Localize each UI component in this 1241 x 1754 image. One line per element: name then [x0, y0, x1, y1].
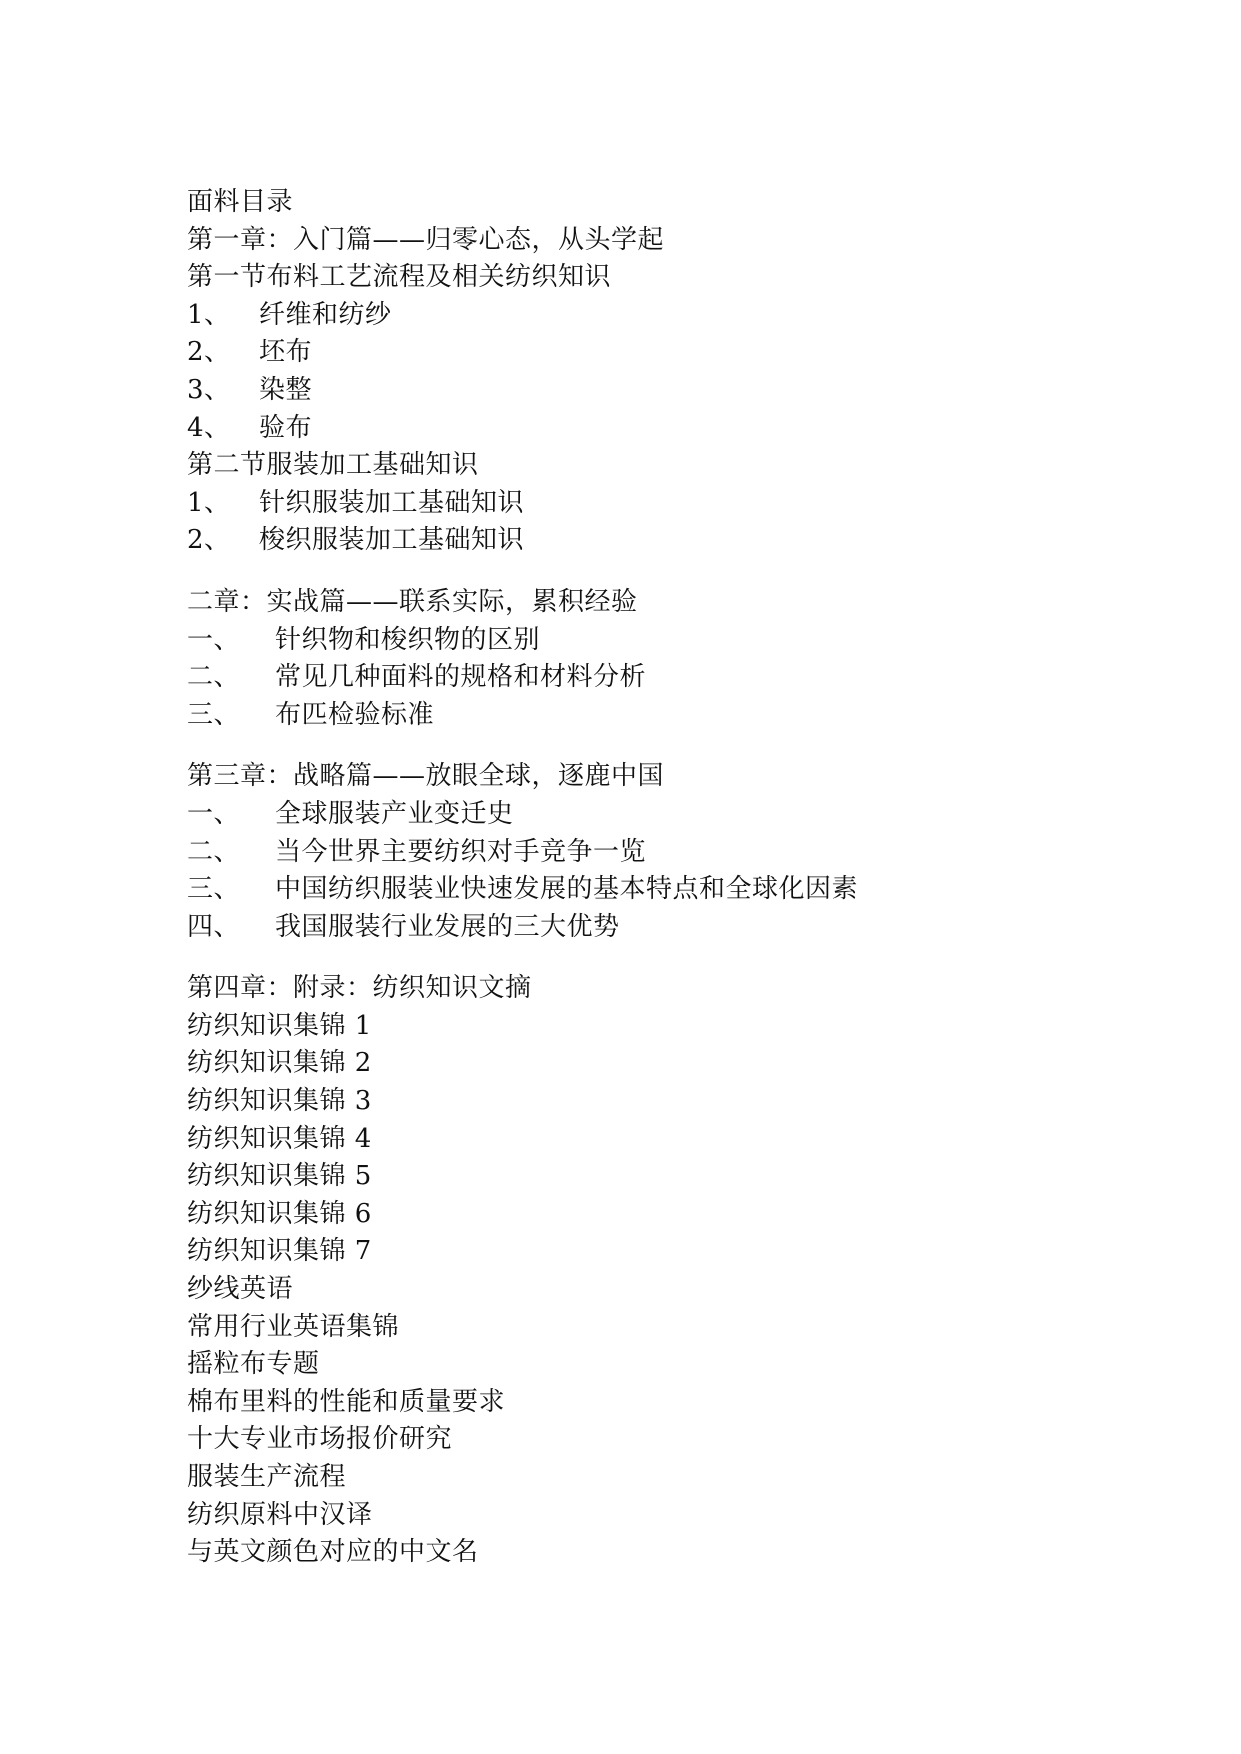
appendix-item: 服装生产流程 — [187, 1462, 347, 1492]
appendix-item: 纺织知识集锦 3 — [187, 1086, 372, 1117]
list-item — [187, 909, 1147, 947]
list-item — [187, 622, 1147, 660]
item-number: 一、 — [187, 624, 241, 655]
item-text: 常见几种面料的规格和材料分析 — [275, 662, 647, 693]
item-text: 纤维和纺纱 — [259, 299, 392, 330]
chapter-3-heading: 第三章：战略篇——放眼全球，逐鹿中国 — [187, 761, 665, 792]
item-text: 全球服装产业变迁史 — [275, 798, 514, 829]
list-item — [187, 410, 1147, 448]
list-item — [187, 659, 1147, 697]
document-title: 面料目录 — [187, 187, 294, 217]
appendix-item: 纺织知识集锦 7 — [187, 1236, 372, 1267]
item-number: 四、 — [187, 911, 241, 942]
appendix-item: 纺织知识集锦 2 — [187, 1048, 372, 1079]
item-text: 中国纺织服装业快速发展的基本特点和全球化因素 — [275, 874, 859, 905]
appendix-item: 纱线英语 — [187, 1274, 294, 1305]
item-text: 当今世界主要纺织对手竞争一览 — [275, 836, 647, 867]
list-item — [187, 297, 1147, 335]
chapter-1-section-2-heading: 第二节服装加工基础知识 — [187, 450, 479, 481]
appendix-item: 常用行业英语集锦 — [187, 1311, 400, 1342]
list-item — [187, 372, 1147, 410]
appendix-item: 纺织知识集锦 5 — [187, 1161, 372, 1192]
item-number: 一、 — [187, 798, 241, 829]
list-item — [187, 834, 1147, 872]
table-of-contents — [187, 184, 1147, 1572]
appendix-item: 十大专业市场报价研究 — [187, 1424, 453, 1455]
item-text: 针织物和梭织物的区别 — [275, 624, 541, 655]
list-item — [187, 871, 1147, 909]
item-number: 三、 — [187, 874, 241, 905]
appendix-item: 纺织知识集锦 6 — [187, 1198, 372, 1229]
list-item — [187, 334, 1147, 372]
spacer — [187, 734, 1147, 758]
item-number: 二、 — [187, 836, 241, 867]
item-text: 针织服装加工基础知识 — [259, 487, 525, 518]
item-text: 坯布 — [259, 337, 313, 368]
item-number: 1、 — [187, 299, 231, 330]
item-text: 布匹检验标准 — [275, 699, 435, 730]
appendix-item: 摇粒布专题 — [187, 1349, 320, 1380]
appendix-item: 纺织知识集锦 1 — [187, 1010, 372, 1041]
spacer — [187, 560, 1147, 584]
item-number: 1、 — [187, 487, 231, 518]
item-number: 2、 — [187, 337, 231, 368]
item-number: 二、 — [187, 662, 241, 693]
chapter-4-heading: 第四章：附录：纺织知识文摘 — [187, 973, 532, 1004]
item-text: 验布 — [259, 412, 313, 443]
list-item — [187, 522, 1147, 560]
appendix-item: 与英文颜色对应的中文名 — [187, 1537, 479, 1568]
appendix-item: 纺织原料中汉译 — [187, 1499, 373, 1530]
item-number: 4、 — [187, 412, 231, 443]
item-number: 三、 — [187, 699, 241, 730]
item-text: 梭织服装加工基础知识 — [259, 525, 525, 556]
spacer — [187, 946, 1147, 970]
appendix-item: 纺织知识集锦 4 — [187, 1123, 372, 1154]
item-text: 我国服装行业发展的三大优势 — [275, 911, 620, 942]
appendix-item: 棉布里料的性能和质量要求 — [187, 1386, 506, 1417]
item-text: 染整 — [259, 374, 313, 405]
chapter-1-section-1-heading: 第一节布料工艺流程及相关纺织知识 — [187, 262, 612, 293]
list-item — [187, 697, 1147, 735]
chapter-1-heading: 第一章：入门篇——归零心态，从头学起 — [187, 224, 665, 255]
item-number: 2、 — [187, 525, 231, 556]
list-item — [187, 485, 1147, 523]
item-number: 3、 — [187, 374, 231, 405]
list-item — [187, 796, 1147, 834]
chapter-2-heading: 二章：实战篇——联系实际，累积经验 — [187, 586, 638, 617]
